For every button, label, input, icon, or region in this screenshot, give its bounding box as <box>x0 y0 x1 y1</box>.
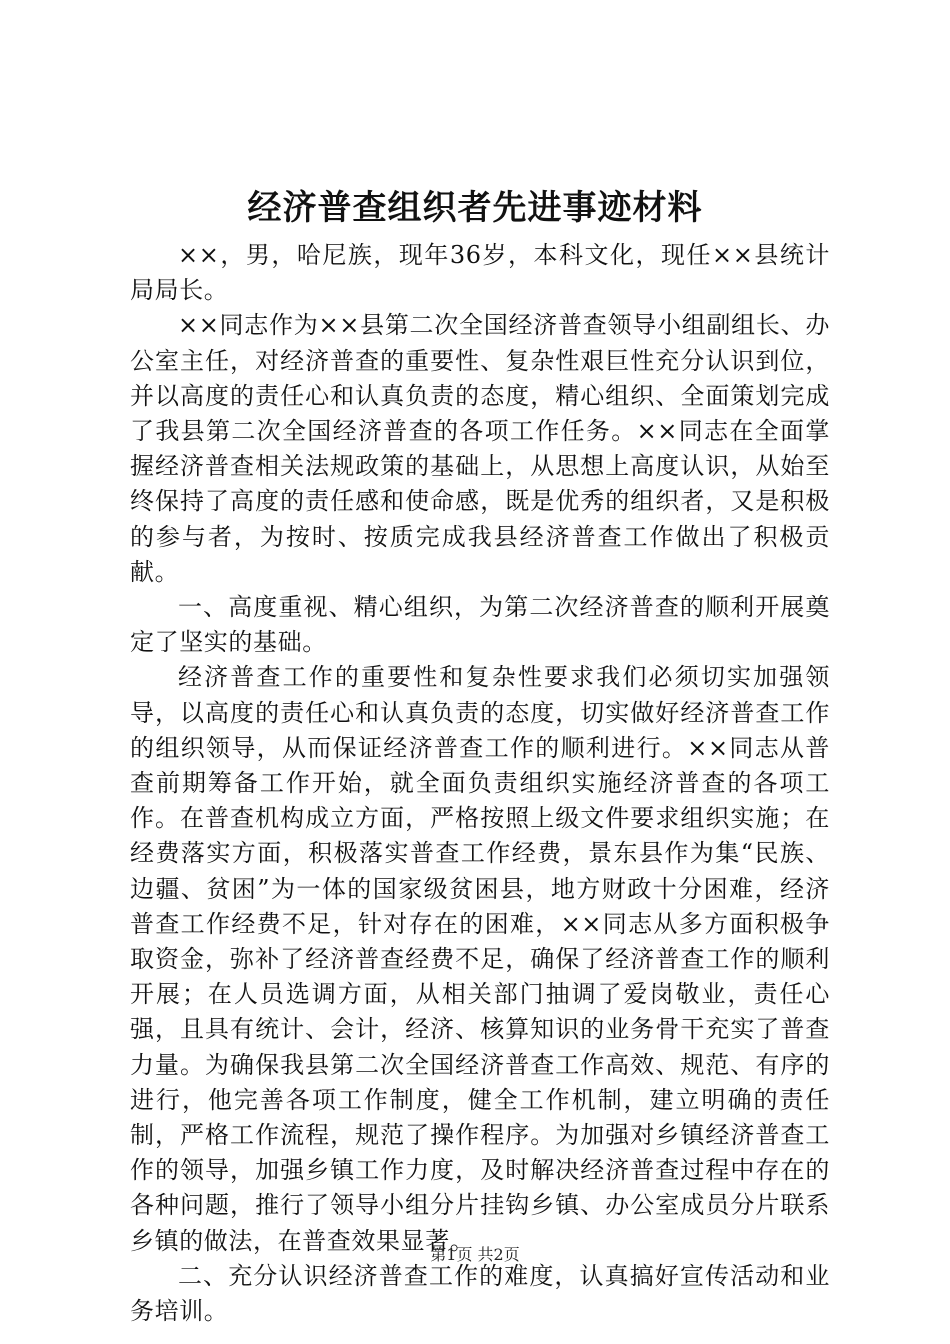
paragraph-section-1: 经济普查工作的重要性和复杂性要求我们必须切实加强领导，以高度的责任心和认真负责的态度，切实做好经济普查工作的组织领导，从而保证经济普查工作的顺利进行。××同志从普查前期筹备工作开始，就全面负责组织实施经济普查的各项工作。在普查机构成立方面，严格按照上级文件要求组织实施；在经费落实方面，积极落实普查工作经费，景东县作为集“民族、边疆、贫困”为一体的国家级贫困县，地方财政十分困难，经济普查工作经费不足，针对存在的困难，××同志从多方面积极争取资金，弥补了经济普查经费不足，确保了经济普查工作的顺利开展；在人员选调方面，从相关部门抽调了爱岗敬业，责任心强，且具有统计、会计，经济、核算知识的业务骨干充实了普查力量。为确保我县第二次全国经济普查工作高效、规范、有序的进行，他完善各项工作制度，健全工作机制，建立明确的责任制，严格工作流程，规范了操作程序。为加强对乡镇经济普查工作的领导，加强乡镇工作力度，及时解决经济普查过程中存在的各种问题，推行了领导小组分片挂钩乡镇、办公室成员分片联系乡镇的做法，在普查效果显著。 <box>130 663 830 1255</box>
document-title: 经济普查组织者先进事迹材料 <box>247 188 703 228</box>
document-body <box>130 238 830 1329</box>
section-heading-1: 一、高度重视、精心组织，为第二次经济普查的顺利开展奠定了坚实的基础。 <box>130 593 830 657</box>
paragraph-overview: ××同志作为××县第二次全国经济普查领导小组副组长、办公室主任，对经济普查的重要性、复杂性艰巨性充分认识到位，并以高度的责任心和认真负责的态度，精心组织、全面策划完成了我县第二次全国经济普查的各项工作任务。××同志在全面掌握经济普查相关法规政策的基础上，从思想上高度认识，从始至终保持了高度的责任感和使命感，既是优秀的组织者，又是积极的参与者，为按时、按质完成我县经济普查工作做出了积极贡献。 <box>130 311 830 586</box>
page-number-footer: 第1页 共2页 <box>430 1245 520 1264</box>
paragraph-intro: ××，男，哈尼族，现年36岁，本科文化，现任××县统计局局长。 <box>130 241 830 305</box>
section-heading-2: 二、充分认识经济普查工作的难度，认真搞好宣传活动和业务培训。 <box>130 1261 830 1326</box>
